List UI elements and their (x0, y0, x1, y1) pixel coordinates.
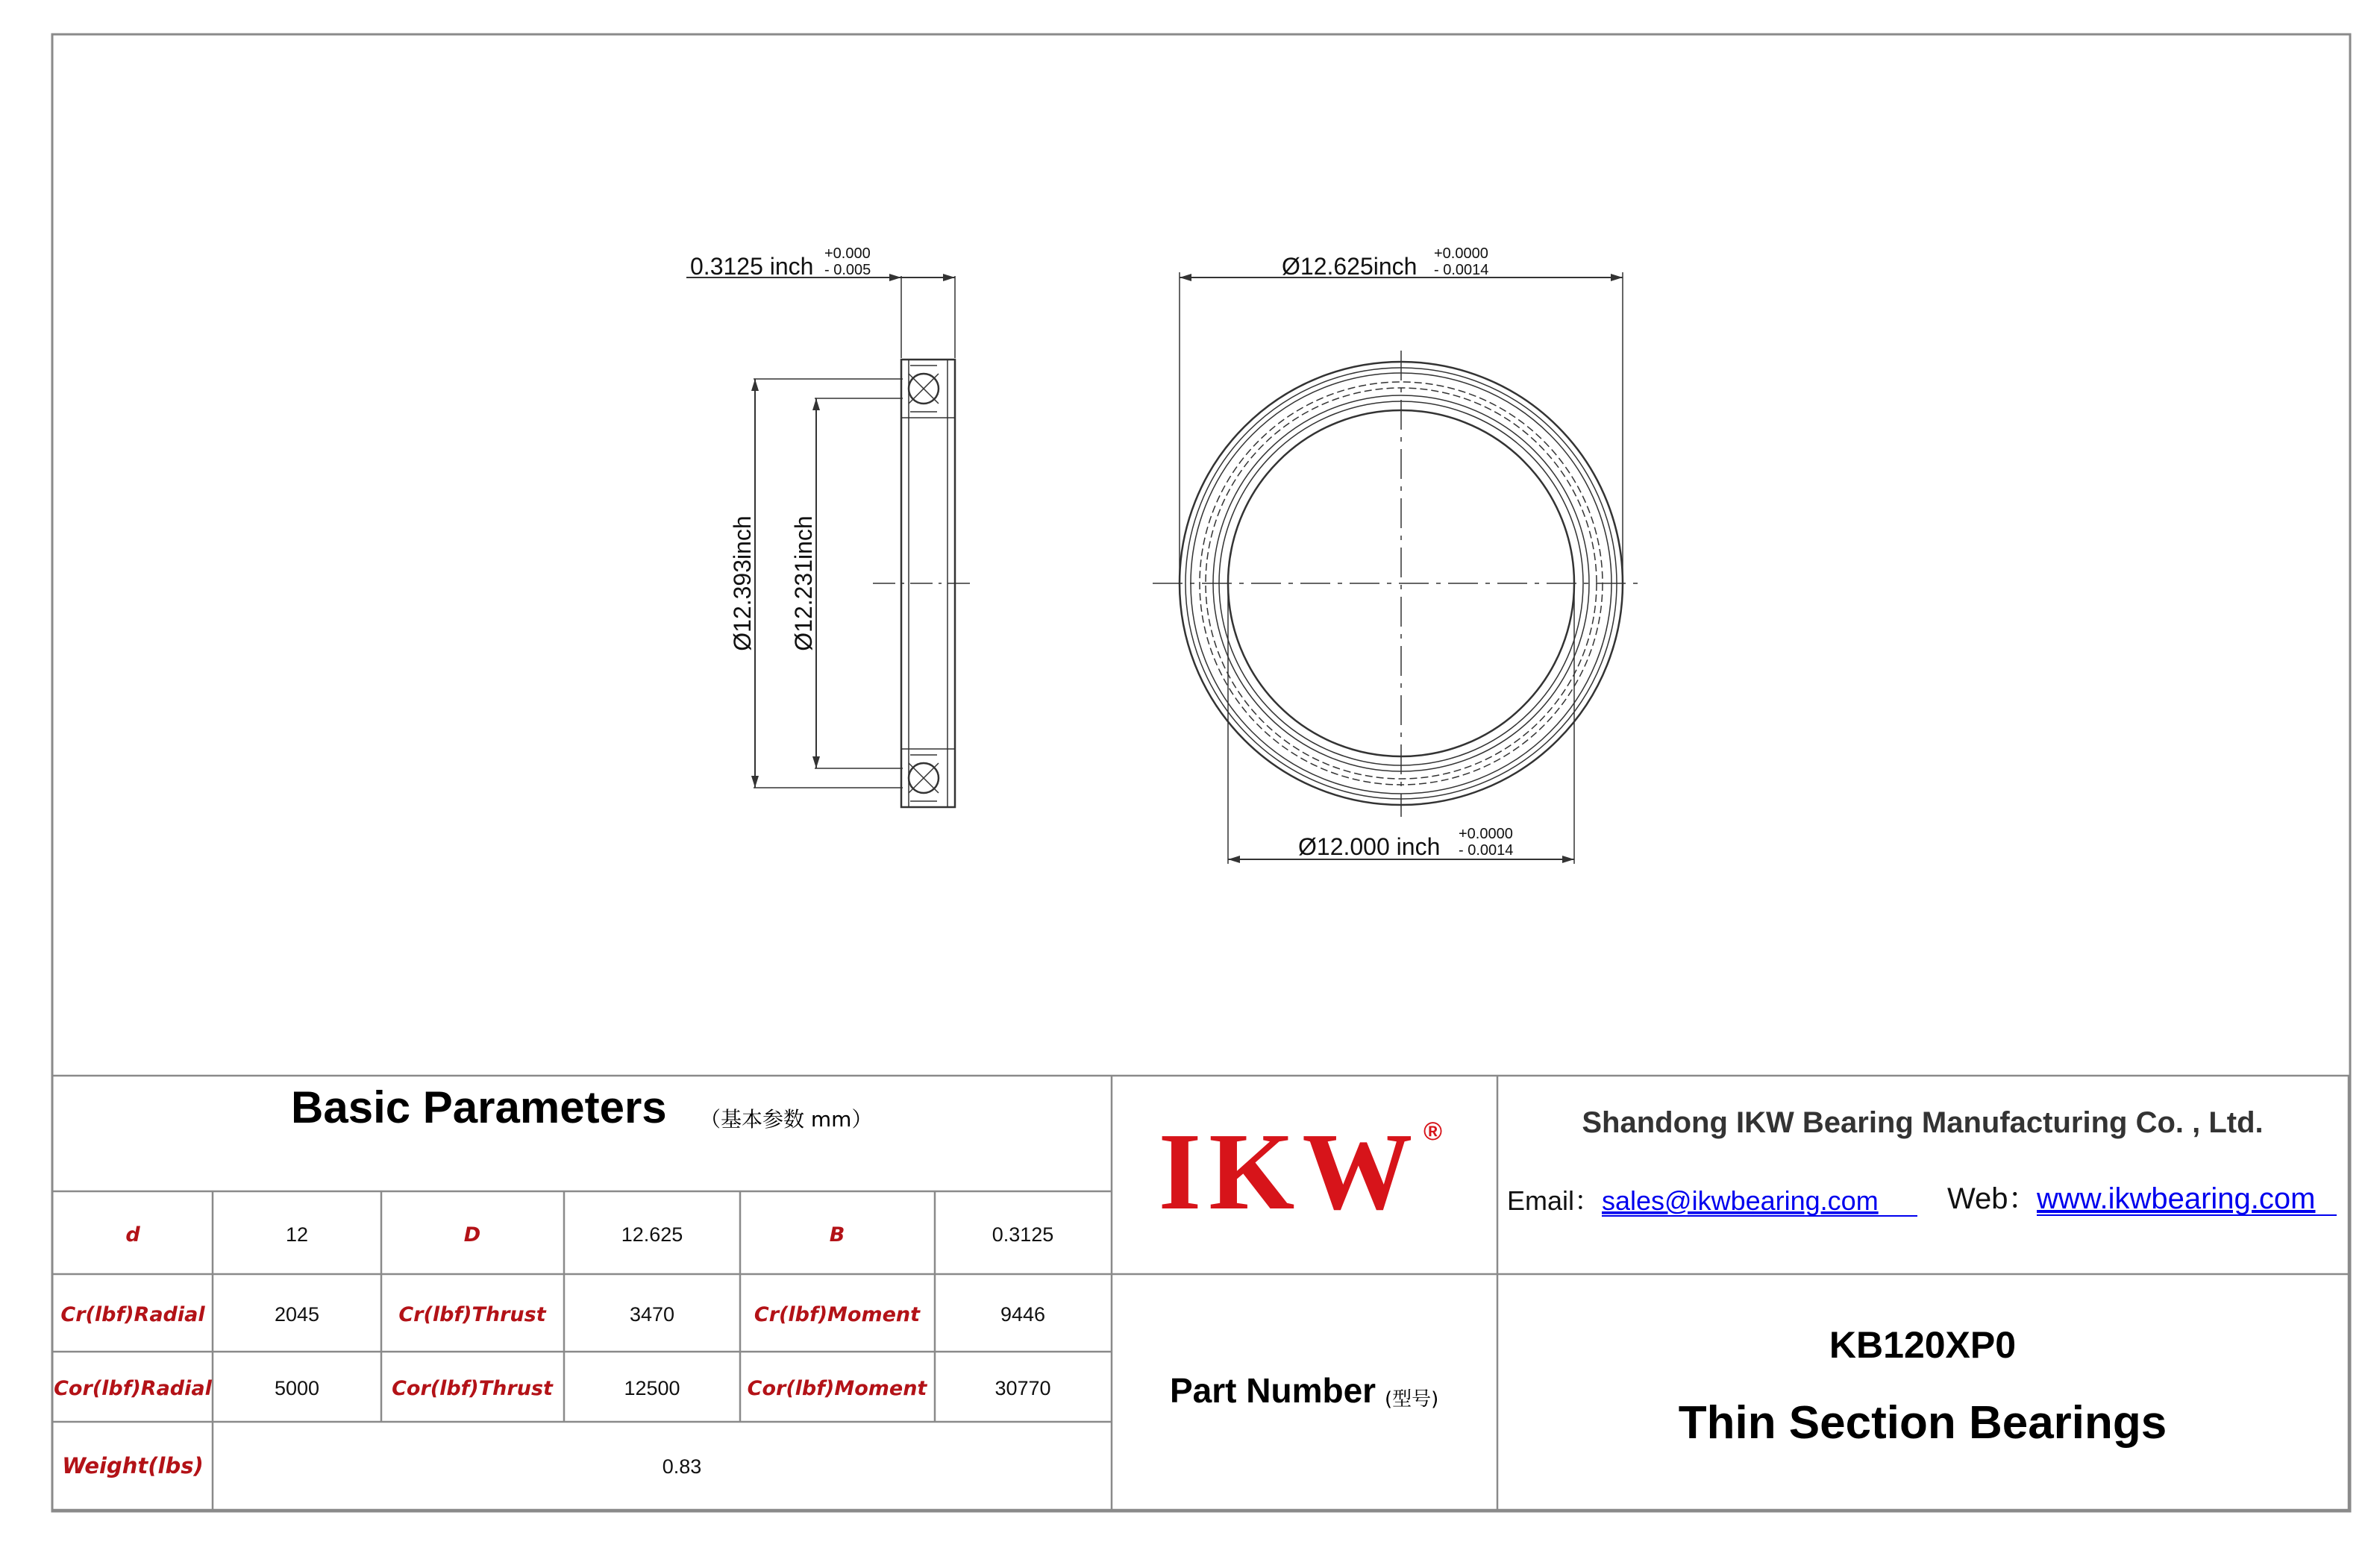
inner-diameter-tol-minus: - 0.0014 (1459, 842, 1514, 859)
param-label-cor-radial: Cor(lbf)Radial (54, 1377, 212, 1400)
outer-diameter-tol-plus: +0.0000 (1434, 245, 1488, 262)
email-label: Email： (1507, 1185, 1602, 1216)
param-value-cr-radial: 2045 (274, 1303, 320, 1326)
section-inner-diameter-label: Ø12.231inch (790, 515, 817, 651)
inner-diameter-label: Ø12.000 inch (1298, 833, 1441, 860)
inner-diameter-tol-plus: +0.0000 (1459, 826, 1513, 842)
web-label: Web： (1947, 1182, 2038, 1215)
email-link[interactable]: sales@ikwbearing.com (1602, 1185, 1879, 1216)
param-value-B: 0.3125 (992, 1223, 1054, 1246)
part-type: Thin Section Bearings (1678, 1397, 2167, 1449)
section-outer-diameter-label: Ø12.393inch (729, 515, 756, 651)
param-label-cor-moment: Cor(lbf)Moment (747, 1377, 927, 1400)
company-name: Shandong IKW Bearing Manufacturing Co. , Ltd. (1582, 1106, 2264, 1139)
param-value-d: 12 (285, 1223, 309, 1246)
ikw-logo: IKW (1158, 1111, 1421, 1233)
params-title-sub: （基本参数 mm） (700, 1107, 873, 1132)
param-label-cr-radial: Cr(lbf)Radial (60, 1303, 205, 1326)
section-arrows (751, 274, 955, 788)
part-number-label: Part Number (1170, 1371, 1376, 1410)
params-title: Basic Parameters (291, 1082, 667, 1132)
part-number-label-sub: (型号) (1385, 1388, 1439, 1411)
part-number-value: KB120XP0 (1829, 1324, 2017, 1366)
param-label-cr-thrust: Cr(lbf)Thrust (398, 1303, 546, 1326)
param-label-d: d (125, 1223, 140, 1246)
param-label-weight: Weight(lbs) (62, 1453, 204, 1478)
width-dim-tol-minus: - 0.005 (824, 262, 871, 278)
outer-diameter-label: Ø12.625inch (1282, 253, 1418, 280)
registered-mark: ® (1423, 1117, 1443, 1146)
param-value-cor-moment: 30770 (995, 1377, 1051, 1399)
param-value-cor-thrust: 12500 (624, 1377, 680, 1399)
param-label-cr-moment: Cr(lbf)Moment (754, 1303, 921, 1326)
param-value-weight: 0.83 (662, 1455, 702, 1478)
front-view (1153, 272, 1641, 864)
param-value-cr-moment: 9446 (1000, 1303, 1046, 1326)
param-label-D: D (463, 1223, 481, 1246)
param-label-cor-thrust: Cor(lbf)Thrust (392, 1377, 553, 1400)
outer-diameter-tol-minus: - 0.0014 (1434, 262, 1489, 278)
param-value-cr-thrust: 3470 (629, 1303, 675, 1326)
param-label-B: B (829, 1223, 845, 1246)
param-value-D: 12.625 (621, 1223, 683, 1246)
width-dim-tol-plus: +0.000 (824, 245, 871, 262)
param-value-cor-radial: 5000 (274, 1377, 320, 1399)
sheet-border (52, 34, 2350, 1511)
width-dim-label: 0.3125 inch (690, 253, 814, 280)
web-link[interactable]: www.ikwbearing.com (2037, 1182, 2316, 1215)
